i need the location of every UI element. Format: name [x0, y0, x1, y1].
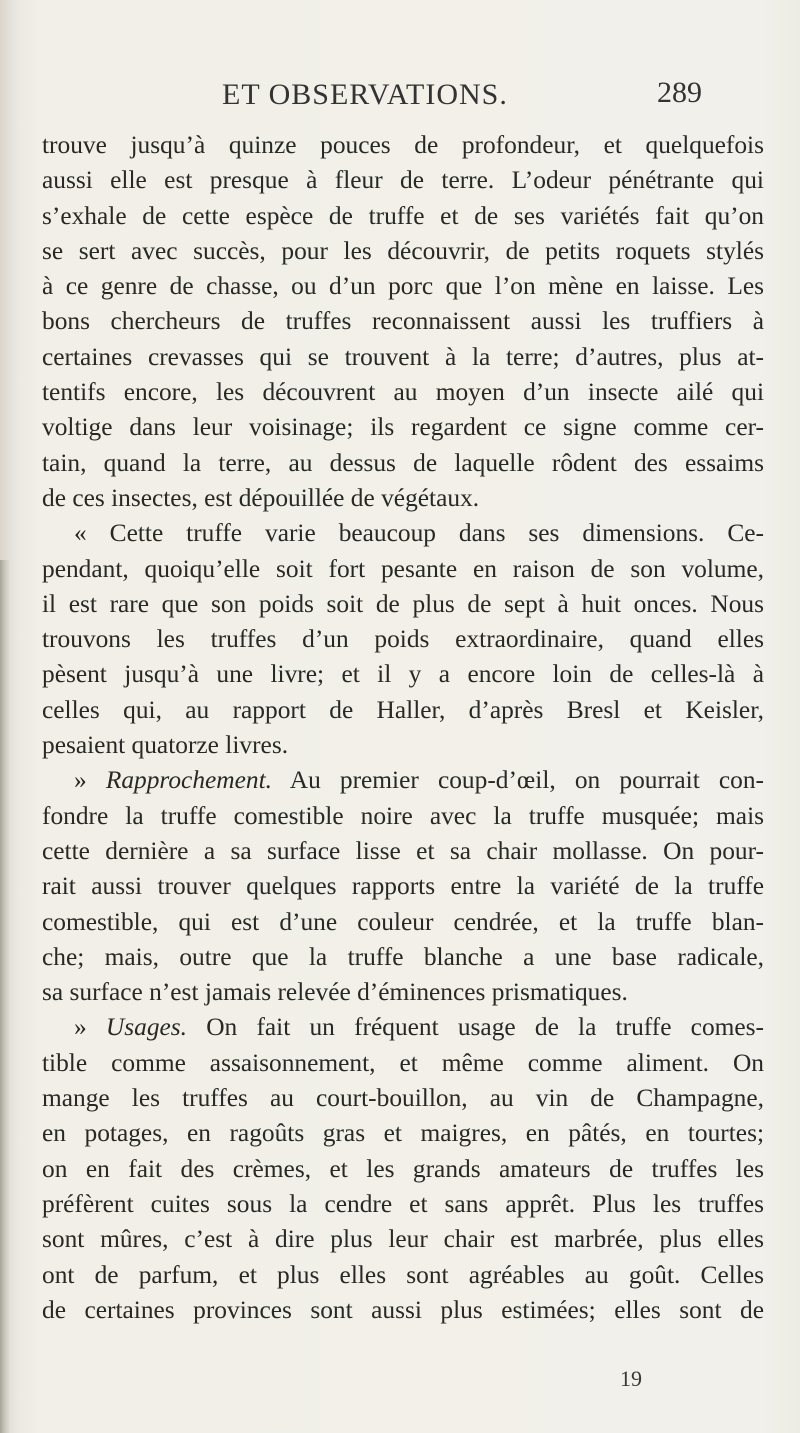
text-line: trouvons les truffes d’un poids extraordinaire, quand elles: [42, 625, 764, 654]
text-line: on en fait des crèmes, et les grands amateurs de truffes les: [42, 1154, 764, 1183]
text-line: cette dernière a sa surface lisse et sa chair mollasse. On pour-: [42, 836, 764, 865]
text-line: certaines crevasses qui se trouvent à la terre; d’autres, plus at-: [42, 342, 764, 371]
text-line: che; mais, outre que la truffe blanche a une base radicale,: [42, 942, 764, 971]
text-line: celles qui, au rapport de Haller, d’après Bresl et Keisler,: [42, 695, 764, 724]
text-line: fondre la truffe comestible noire avec la truffe musquée; mais: [42, 801, 764, 830]
text-line: trouve jusqu’à quinze pouces de profondeur, et quelquefois: [42, 131, 764, 159]
text-line: se sert avec succès, pour les découvrir, de petits roquets stylés: [42, 236, 764, 265]
binding-shadow: [0, 560, 10, 1433]
text-line: il est rare que son poids soit de plus de sept à huit onces. Nous: [42, 589, 764, 618]
text-line: de certaines provinces sont aussi plus estimées; elles sont de: [42, 1295, 764, 1324]
text-line: en potages, en ragoûts gras et maigres, en pâtés, en tourtes;: [42, 1119, 764, 1148]
text-line: ont de parfum, et plus elles sont agréables au goût. Celles: [42, 1260, 764, 1289]
text-line: tain, quand la terre, au dessus de laquelle rôdent des essaims: [42, 448, 764, 477]
text-line: mange les truffes au court-bouillon, au vin de Champagne,: [42, 1084, 764, 1113]
text-line: pendant, quoiqu’elle soit fort pesante en raison de son volume,: [42, 554, 764, 583]
rapprochement-text: » Rapprochement. Au premier coup-d’œil, on pourrait con-: [74, 766, 764, 795]
text-line: pèsent jusqu’à une livre; et il y a encore loin de celles-là à: [42, 660, 764, 689]
text-line: pesaient quatorze livres.: [42, 731, 289, 760]
text-line: comestible, qui est d’une couleur cendrée, et la truffe blan-: [42, 907, 764, 936]
text-line: tible comme assaisonnement, et même comme aliment. On: [42, 1048, 764, 1077]
body-text: [42, 128, 764, 1328]
text-line: à ce genre de chasse, ou d’un porc que l’on mène en laisse. Les: [42, 272, 764, 301]
text-line: tentifs encore, les découvrent au moyen d’un insecte ailé qui: [42, 378, 764, 407]
text-line-usages: [42, 1010, 764, 1045]
usages-text: » Usages. On fait un fréquent usage de la truffe comes-: [74, 1013, 764, 1042]
text-line: sa surface n’est jamais relevée d’éminences prismatiques.: [42, 978, 628, 1007]
signature-mark: 19: [620, 1366, 642, 1391]
running-title: ET OBSERVATIONS.: [222, 78, 508, 111]
text-line-rapprochement: [42, 763, 764, 798]
text-line: sont mûres, c’est à dire plus leur chair est marbrée, plus elles: [42, 1225, 764, 1254]
text-line: bons chercheurs de truffes reconnaissent aussi les truffiers à: [42, 307, 764, 336]
text-line: rait aussi trouver quelques rapports entre la variété de la truffe: [42, 872, 764, 901]
page-number: 289: [657, 76, 702, 109]
text-line: préfèrent cuites sous la cendre et sans apprêt. Plus les truffes: [42, 1189, 764, 1218]
text-line: voltige dans leur voisinage; ils regardent ce signe comme cer-: [42, 413, 764, 442]
text-line: s’exhale de cette espèce de truffe et de ses variétés fait qu’on: [42, 201, 764, 230]
text-line: aussi elle est presque à fleur de terre. L’odeur pénétrante qui: [42, 166, 764, 195]
text-line: « Cette truffe varie beaucoup dans ses dimensions. Ce-: [74, 519, 764, 548]
running-head: [222, 78, 702, 118]
text-line: de ces insectes, est dépouillée de végétaux.: [42, 483, 480, 512]
